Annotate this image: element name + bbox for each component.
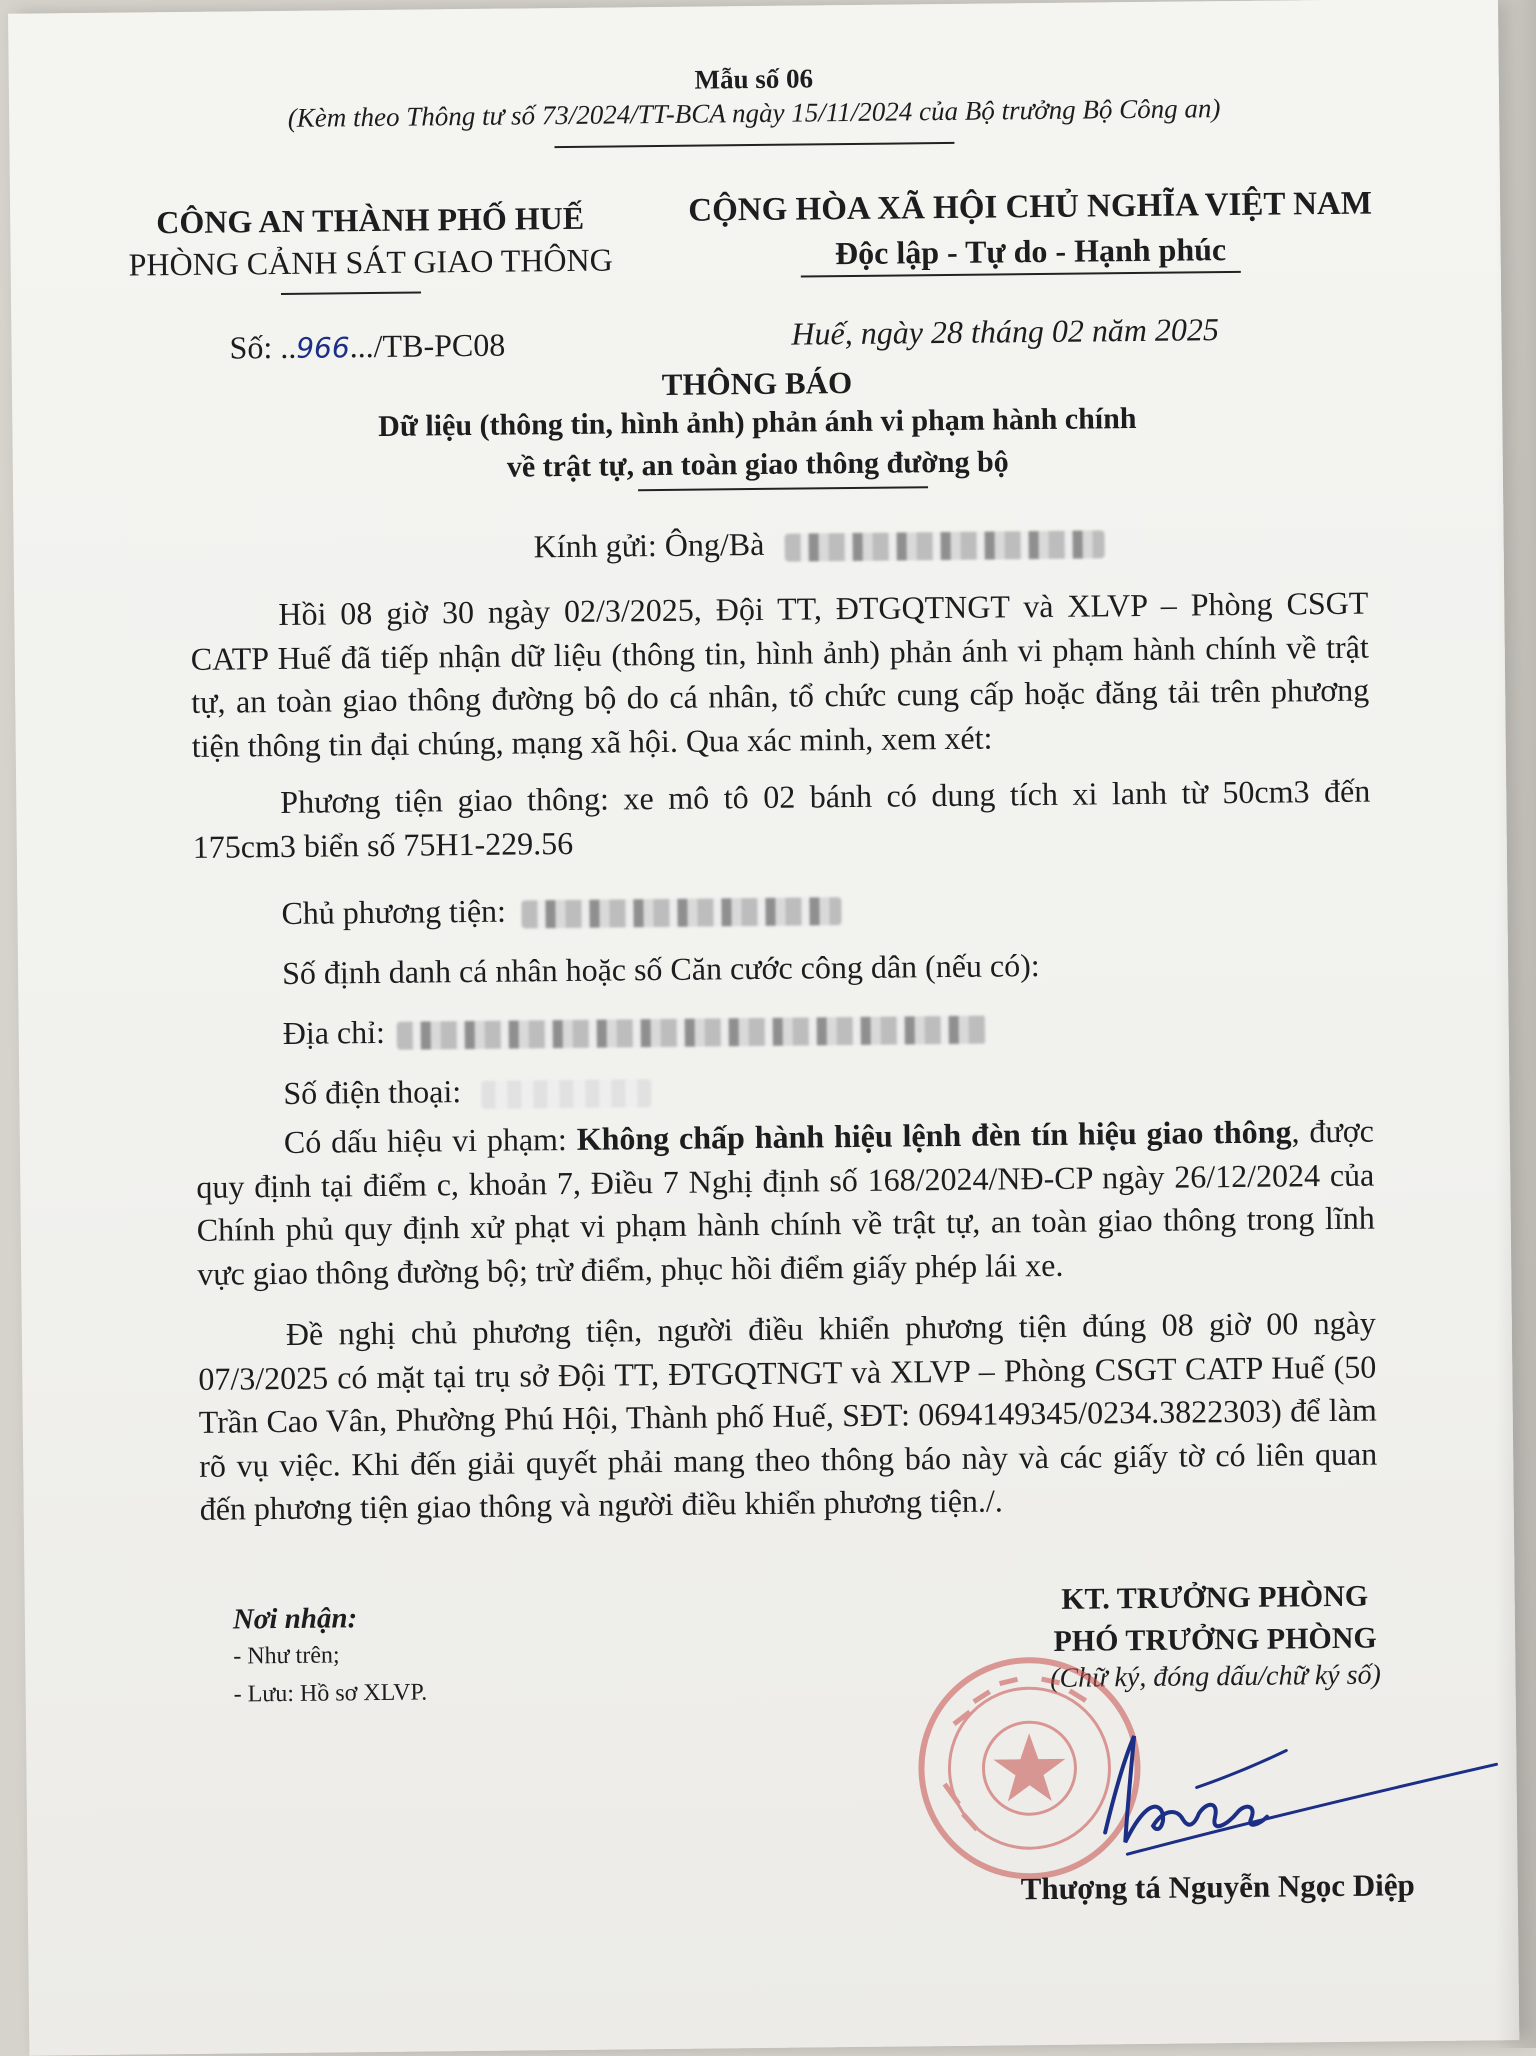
doc-number-suffix: .../TB-PC08 (349, 326, 506, 365)
signature-note: (Chữ ký, đóng dấu/chữ ký số) (1050, 1659, 1382, 1694)
document-sheet (8, 0, 1519, 2056)
body-request: Đề nghị chủ phương tiện, người điều khiển phương tiện đúng 08 giờ 00 ngày 07/3/2025 có mặt tại trụ sở Đội TT, ĐTGQTNGT và XLVP – Phòng CSGT CATP Huế (50 Trần Cao Vân, Phường Phú Hội, Thành phố Huế, SĐT: 0694149345/0234.3822303) để làm rõ vụ việc. Khi đến giải quyết phải mang theo thông báo này và các giấy tờ có liên quan đến phương tiện giao thông và người điều khiển phương tiện./. (198, 1304, 1378, 1527)
title-underline (638, 486, 928, 491)
signature-authority: KT. TRƯỞNG PHÒNG (1061, 1579, 1369, 1616)
violation-legal-basis: , được quy định tại điểm c, khoản 7, Điều 7 Nghị định số 168/2024/NĐ-CP ngày 26/12/2024 của Chính phủ quy định xử phạt vi phạm hành chính về trật tự, an toàn giao thông trong lĩnh vực giao thông đường bộ; trừ điểm, phục hồi điểm giấy phép lái xe. (196, 1112, 1375, 1292)
place-date: Huế, ngày 28 tháng 02 năm 2025 (791, 311, 1220, 352)
national-motto: Độc lập - Tự do - Hạnh phúc (834, 231, 1227, 272)
signer-name: Thượng tá Nguyễn Ngọc Diệp (1020, 1867, 1415, 1907)
notice-title: THÔNG BÁO (661, 364, 853, 402)
recipient-item: - Lưu: Hồ sơ XLVP. (233, 1679, 428, 1708)
phone-line (283, 1071, 651, 1112)
body-vehicle: Phương tiện giao thông: xe mô tô 02 bánh có dung tích xi lanh từ 50cm3 đến 175cm3 biển số 75H1-229.56 (192, 772, 1371, 865)
violation-prefix: Có dấu hiệu vi phạm: (283, 1120, 577, 1160)
recipient-item: - Như trên; (233, 1642, 340, 1670)
id-label: Số định danh cá nhân hoặc số Căn cước công dân (nếu có): (281, 947, 1040, 991)
notice-subtitle-line2: về trật tự, an toàn giao thông đường bộ (506, 445, 1009, 484)
phone-label: Số điện thoại: (283, 1073, 462, 1111)
issuer-org-line2: PHÒNG CẢNH SÁT GIAO THÔNG (128, 241, 613, 283)
issuer-underline (281, 291, 421, 294)
redacted-name (784, 530, 1104, 561)
address-label: Địa chỉ: (282, 1013, 386, 1051)
motto-underline (801, 271, 1241, 278)
issuer-org-line1: CÔNG AN THÀNH PHỐ HUẾ (156, 199, 585, 241)
redacted-address (397, 1015, 987, 1049)
owner-label: Chủ phương tiện: (281, 892, 507, 931)
handwritten-signature-icon (1086, 1710, 1508, 1864)
page-edge-shadow (1496, 0, 1536, 2048)
greeting-label: Kính gửi: Ông/Bà (533, 525, 765, 565)
notice-subtitle-line1: Dữ liệu (thông tin, hình ảnh) phản ánh vi phạm hành chính (378, 402, 1137, 443)
header-divider (554, 142, 954, 148)
redacted-phone (481, 1079, 651, 1109)
address-line (283, 1008, 988, 1052)
doc-number-handwritten: 966 (296, 331, 350, 365)
greeting (533, 522, 1104, 565)
body-paragraph-intake: Hồi 08 giờ 30 ngày 02/3/2025, Đội TT, ĐTGQTNGT và XLVP – Phòng CSGT CATP Huế đã tiếp nhận dữ liệu (thông tin, hình ảnh) phản ánh vi phạm hành chính về trật tự, an toàn giao thông đường bộ do cá nhân, tổ chức cung cấp hoặc đăng tải trên phương tiện thông tin đại chúng, mạng xã hội. Qua xác minh, xem xét: (190, 584, 1370, 764)
violation-name: Không chấp hành hiệu lệnh đèn tín hiệu giao thông (576, 1113, 1292, 1157)
redacted-owner (522, 897, 842, 928)
signature-position: PHÓ TRƯỞNG PHÒNG (1053, 1621, 1377, 1658)
national-title: CỘNG HÒA XÃ HỘI CHỦ NGHĨA VIỆT NAM (688, 185, 1373, 229)
document-number (229, 327, 505, 367)
recipients-title: Nơi nhận: (232, 1602, 358, 1636)
attachment-note: (Kèm theo Thông tư số 73/2024/TT-BCA ngày 15/11/2024 của Bộ trưởng Bộ Công an) (287, 93, 1221, 133)
form-number: Mẫu số 06 (694, 63, 814, 95)
owner-line (281, 889, 842, 932)
body-violation (196, 1110, 1376, 1296)
doc-number-prefix: Số: .. (229, 328, 297, 366)
